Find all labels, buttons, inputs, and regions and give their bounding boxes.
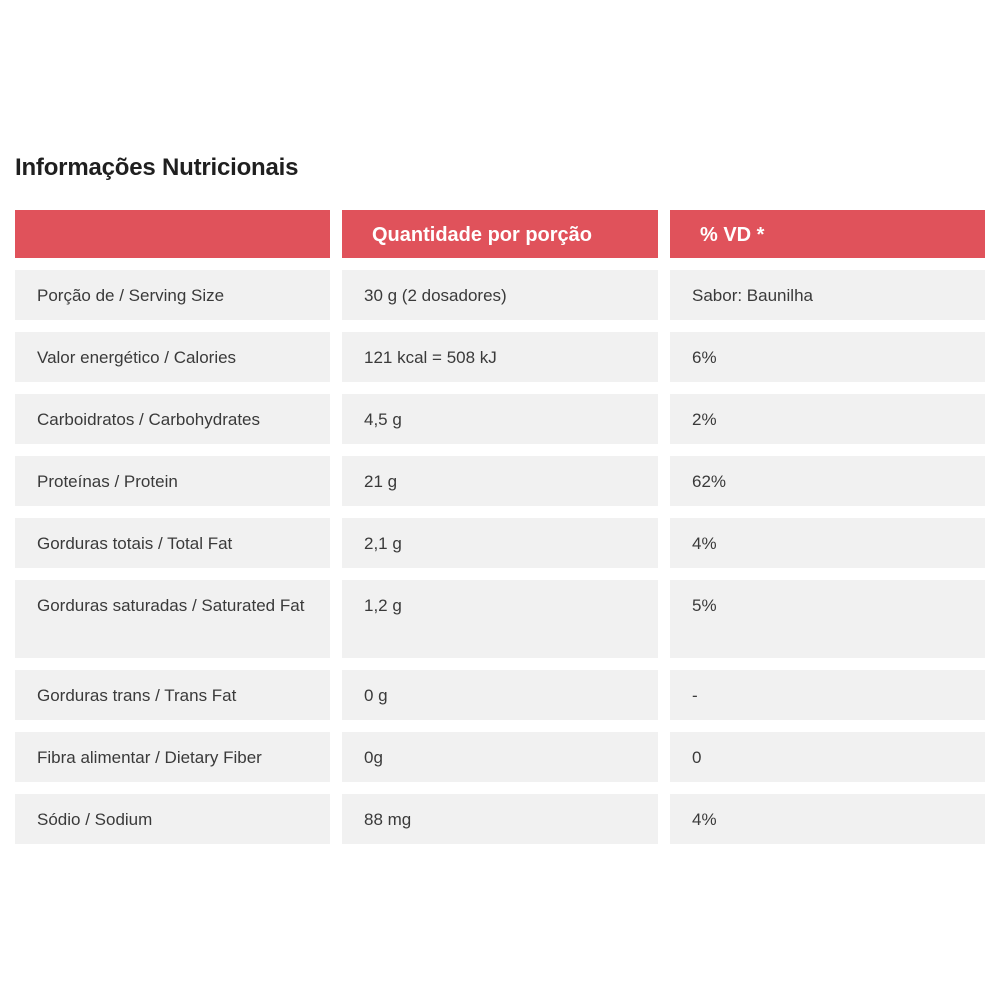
- nutrition-table: [15, 210, 985, 856]
- row-daily-value: 4%: [670, 518, 985, 568]
- row-amount: 2,1 g: [342, 518, 658, 568]
- header-cell-daily-value: % VD *: [670, 210, 985, 258]
- table-row: [15, 332, 985, 382]
- row-amount: 121 kcal = 508 kJ: [342, 332, 658, 382]
- row-daily-value: 62%: [670, 456, 985, 506]
- page-title: Informações Nutricionais: [15, 154, 299, 181]
- row-amount: 0g: [342, 732, 658, 782]
- row-label: Carboidratos / Carbohydrates: [15, 394, 330, 444]
- row-label: Fibra alimentar / Dietary Fiber: [15, 732, 330, 782]
- row-label: Gorduras saturadas / Saturated Fat: [15, 580, 330, 658]
- row-daily-value: 2%: [670, 394, 985, 444]
- row-daily-value: 4%: [670, 794, 985, 844]
- row-amount: 21 g: [342, 456, 658, 506]
- row-label: Sódio / Sodium: [15, 794, 330, 844]
- row-daily-value: 5%: [670, 580, 985, 658]
- table-header: [15, 210, 985, 258]
- row-label: Porção de / Serving Size: [15, 270, 330, 320]
- row-label: Proteínas / Protein: [15, 456, 330, 506]
- table-row: [15, 794, 985, 844]
- table-row: [15, 580, 985, 658]
- header-cell-amount: Quantidade por porção: [342, 210, 658, 258]
- row-amount: 30 g (2 dosadores): [342, 270, 658, 320]
- row-daily-value: -: [670, 670, 985, 720]
- row-amount: 1,2 g: [342, 580, 658, 658]
- row-daily-value: 0: [670, 732, 985, 782]
- table-row: [15, 394, 985, 444]
- row-label: Valor energético / Calories: [15, 332, 330, 382]
- header-cell-nutrient: [15, 210, 330, 258]
- row-amount: 0 g: [342, 670, 658, 720]
- table-row: [15, 270, 985, 320]
- table-row: [15, 670, 985, 720]
- table-row: [15, 518, 985, 568]
- row-label: Gorduras totais / Total Fat: [15, 518, 330, 568]
- table-row: [15, 456, 985, 506]
- row-daily-value: Sabor: Baunilha: [670, 270, 985, 320]
- row-amount: 4,5 g: [342, 394, 658, 444]
- row-daily-value: 6%: [670, 332, 985, 382]
- row-amount: 88 mg: [342, 794, 658, 844]
- row-label: Gorduras trans / Trans Fat: [15, 670, 330, 720]
- table-row: [15, 732, 985, 782]
